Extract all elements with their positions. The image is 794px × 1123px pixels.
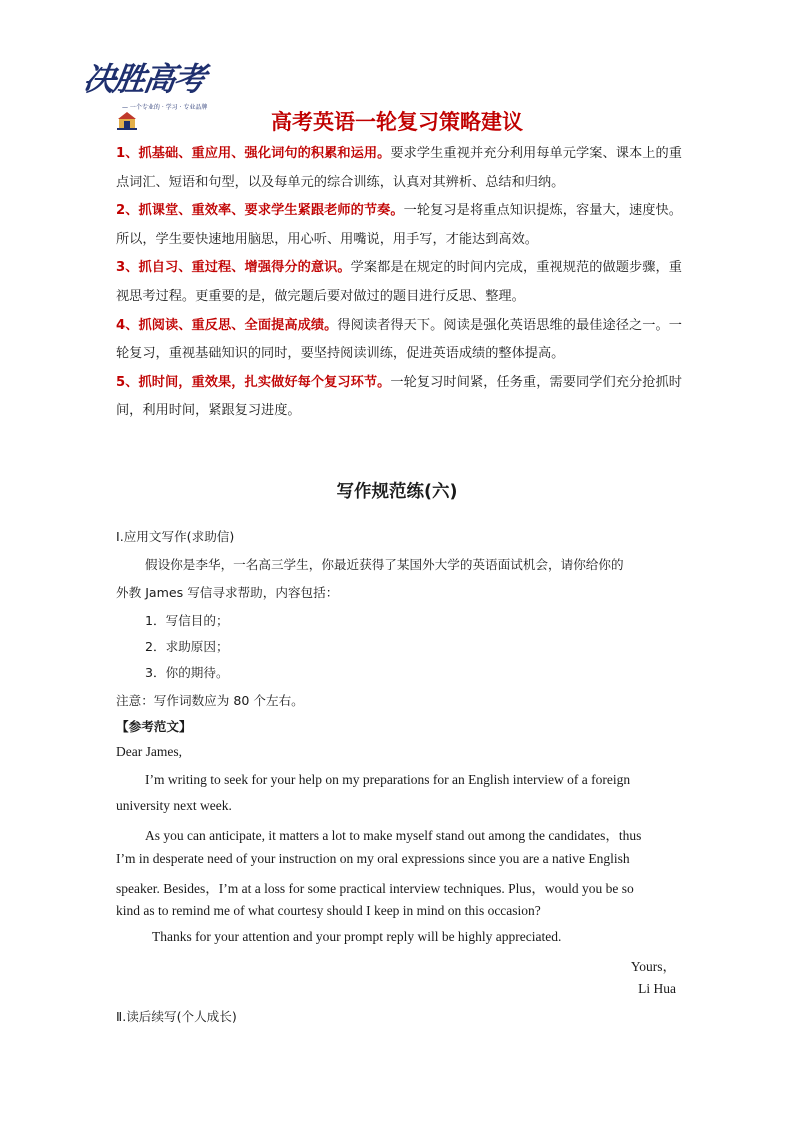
requirement-item-1: 1．写信目的；	[145, 613, 229, 628]
letter-p3: Thanks for your attention and your prompt reply will be highly appreciated.	[152, 929, 562, 944]
section-title: 写作规范练(六)	[336, 482, 458, 502]
tip-1: 1、抓基础、重应用、强化词句的积累和运用。要求学生重视并充分利用每单元学案、课本上的重点词汇、短语和句型，以及每单元的综合训练，认真对其辨析、总结和归纳。	[116, 146, 682, 190]
part1-heading: Ⅰ.应用文写作(求助信)	[116, 529, 235, 544]
part2-heading: Ⅱ.读后续写(个人成长)	[116, 1009, 237, 1024]
requirement-item-3: 3．你的期待。	[145, 665, 229, 680]
logo-subtitle: — 一个专业的 · 学习 · 专业品牌	[122, 104, 208, 111]
prompt-line-2: 外教 James 写信寻求帮助，内容包括：	[116, 585, 339, 600]
letter-closing: Yours，	[630, 959, 676, 974]
reference-label: 【参考范文】	[116, 719, 192, 734]
tip-2: 2、抓课堂、重效率、要求学生紧跟老师的节奏。一轮复习是将重点知识提炼，容量大，速度快。所以，学生要快速地用脑思，用心听、用嘴说，用手写，才能达到高效。	[116, 203, 682, 247]
letter-signature: Li Hua	[638, 981, 676, 996]
tip-3: 3、抓自习、重过程、增强得分的意识。学案都是在规定的时间内完成，重视规范的做题步骤，重视思考过程。更重要的是，做完题后要对做过的题目进行反思、整理。	[116, 260, 682, 304]
letter-p2-line1: As you can anticipate, it matters a lot to make myself stand out among the candidates，thus	[145, 828, 642, 843]
page-title: 高考英语一轮复习策略建议	[271, 110, 523, 134]
tip-4: 4、抓阅读、重反思、全面提高成绩。得阅读者得天下。阅读是强化英语思维的最佳途径之一。一轮复习，重视基础知识的同时，要坚持阅读训练，促进英语成绩的整体提高。	[116, 317, 682, 362]
letter-p1-line2: university next week.	[116, 798, 232, 813]
requirement-item-2: 2．求助原因；	[145, 639, 229, 654]
word-count-note: 注意：写作词数应为 80 个左右。	[116, 693, 304, 708]
tip-5: 5、抓时间，重效果，扎实做好每个复习环节。一轮复习时间紧，任务重，需要同学们充分抢抓时间，利用时间，紧跟复习进度。	[116, 374, 682, 419]
prompt-line-1: 假设你是李华，一名高三学生，你最近获得了某国外大学的英语面试机会，请你给你的	[145, 557, 624, 572]
letter-p2-line3: speaker. Besides，I’m at a loss for some practical interview techniques. Plus，would you be so	[116, 881, 634, 896]
letter-p2-line4: kind as to remind me of what courtesy should I keep in mind on this occasion?	[116, 903, 541, 918]
letter-salutation: Dear James,	[116, 744, 182, 759]
letter-p2-line2: I’m in desperate need of your instruction on my oral expressions since you are a native English	[116, 851, 630, 866]
logo-text: 决胜高考	[81, 60, 207, 98]
letter-p1-line1: I’m writing to seek for your help on my preparations for an English interview of a foreign	[145, 772, 631, 787]
strategy-tips	[116, 140, 682, 426]
